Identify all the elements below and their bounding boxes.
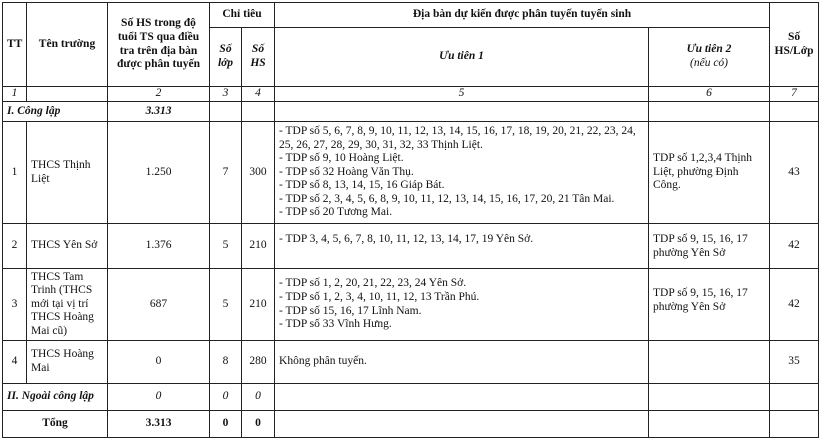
school-per-class: 42 <box>770 224 819 269</box>
empty-cell <box>649 102 770 122</box>
header-quota-students: Số HS <box>242 28 275 87</box>
col-number-empty <box>27 87 108 102</box>
header-priority2-cell <box>649 28 770 87</box>
priority1-line: - TDP số 32 Hoàng Văn Thụ. <box>279 165 414 178</box>
header-priority2-note: (nếu có) <box>690 57 729 69</box>
col-number: 4 <box>242 87 275 102</box>
priority1-line: Không phân tuyến. <box>279 355 367 368</box>
enrollment-table <box>2 2 819 438</box>
school-num-students: 1.250 <box>108 122 210 224</box>
empty-cell <box>770 102 819 122</box>
school-num-students: 1.376 <box>108 224 210 269</box>
school-priority1 <box>275 224 649 269</box>
group-public-label: I. Công lập <box>3 102 108 122</box>
empty-cell <box>649 411 770 438</box>
school-tt: 3 <box>3 269 27 341</box>
group-public-num-students: 3.313 <box>108 102 210 122</box>
priority1-line: - TDP số 1, 2, 3, 4, 10, 11, 12, 13 Trần Phú. <box>279 290 480 303</box>
priority1-line: - TDP số 1, 2, 20, 21, 22, 23, 24 Yên Sở. <box>279 277 467 290</box>
priority1-line: - TDP số 2, 3, 4, 5, 6, 8, 9, 10, 11, 12, 13, 14, 15, 16, 17, 20, 21 Tân Mai. <box>279 192 615 205</box>
table-row <box>3 224 819 269</box>
school-name: THCS Thịnh Liệt <box>27 122 108 224</box>
header-area: Địa bàn dự kiến được phân tuyến tuyển sinh <box>275 3 770 28</box>
school-classes: 5 <box>210 224 242 269</box>
total-classes: 0 <box>210 411 242 438</box>
school-students: 210 <box>242 224 275 269</box>
empty-cell <box>770 411 819 438</box>
group-private-classes: 0 <box>210 384 242 411</box>
total-num-students: 3.313 <box>108 411 210 438</box>
empty-cell <box>275 384 649 411</box>
col-number: 7 <box>770 87 819 102</box>
school-tt: 4 <box>3 341 27 384</box>
table-row <box>3 341 819 384</box>
priority1-line: - TDP 3, 4, 5, 6, 7, 8, 10, 11, 12, 13, 14, 17, 19 Yên Sở. <box>279 233 534 245</box>
priority1-line: - TDP số 8, 13, 14, 15, 16 Giáp Bát. <box>279 179 445 192</box>
school-name: THCS Hoàng Mai <box>27 341 108 384</box>
school-classes: 5 <box>210 269 242 341</box>
school-students: 300 <box>242 122 275 224</box>
header-priority2: Ưu tiên 2 <box>686 43 732 56</box>
empty-cell <box>770 384 819 411</box>
col-number: 5 <box>275 87 649 102</box>
school-priority1 <box>275 122 649 224</box>
school-priority2: TDP số 9, 15, 16, 17 phường Yên Sở <box>649 269 770 341</box>
total-label: Tổng <box>3 411 108 438</box>
school-priority2: TDP số 9, 15, 16, 17 phường Yên Sở <box>649 224 770 269</box>
empty-cell <box>649 384 770 411</box>
empty-cell <box>210 102 242 122</box>
header-priority1: Ưu tiên 1 <box>275 28 649 87</box>
col-number: 2 <box>108 87 210 102</box>
total-students: 0 <box>242 411 275 438</box>
school-priority2 <box>649 341 770 384</box>
priority1-line: - TDP số 20 Tương Mai. <box>279 206 393 219</box>
col-number: 3 <box>210 87 242 102</box>
group-private-students: 0 <box>242 384 275 411</box>
school-priority1 <box>275 341 649 384</box>
header-students-per-class: Số HS/Lớp <box>770 3 819 87</box>
school-classes: 7 <box>210 122 242 224</box>
header-school-name: Tên trường <box>27 3 108 87</box>
priority1-line: - TDP số 33 Vĩnh Hưng. <box>279 318 392 331</box>
header-tt: TT <box>3 3 27 87</box>
school-per-class: 35 <box>770 341 819 384</box>
school-per-class: 43 <box>770 122 819 224</box>
table-row <box>3 269 819 341</box>
school-priority1 <box>275 269 649 341</box>
priority1-line: - TDP số 9, 10 Hoàng Liệt. <box>279 152 404 165</box>
empty-cell <box>275 102 649 122</box>
empty-cell <box>242 102 275 122</box>
school-tt: 2 <box>3 224 27 269</box>
school-priority2: TDP số 1,2,3,4 Thịnh Liệt, phường Định Công. <box>649 122 770 224</box>
empty-cell <box>275 411 649 438</box>
school-classes: 8 <box>210 341 242 384</box>
group-private-num-students: 0 <box>108 384 210 411</box>
col-number: 1 <box>3 87 27 102</box>
priority1-line: - TDP số 15, 16, 17 Lĩnh Nam. <box>279 304 422 317</box>
school-num-students: 687 <box>108 269 210 341</box>
group-private-label: II. Ngoài công lập <box>3 384 108 411</box>
col-number: 6 <box>649 87 770 102</box>
school-name: THCS Yên Sở <box>27 224 108 269</box>
table-row <box>3 122 819 224</box>
school-students: 280 <box>242 341 275 384</box>
priority1-line: - TDP số 5, 6, 7, 8, 9, 10, 11, 12, 13, 14, 15, 16, 17, 18, 19, 20, 21, 22, 23, 24, 25, 26, 27, 28, 29, 30, 31, 32, 33 Thịnh Liệt. <box>279 124 636 151</box>
header-quota: Chỉ tiêu <box>210 3 275 28</box>
school-tt: 1 <box>3 122 27 224</box>
school-num-students: 0 <box>108 341 210 384</box>
school-name: THCS Tam Trinh (THCS mới tại vị trí THCS Hoàng Mai cũ) <box>27 269 108 341</box>
header-quota-classes: Số lớp <box>210 28 242 87</box>
header-num-students: Số HS trong độ tuổi TS qua điều tra trên địa bàn được phân tuyến <box>108 3 210 87</box>
school-students: 210 <box>242 269 275 341</box>
school-per-class: 42 <box>770 269 819 341</box>
